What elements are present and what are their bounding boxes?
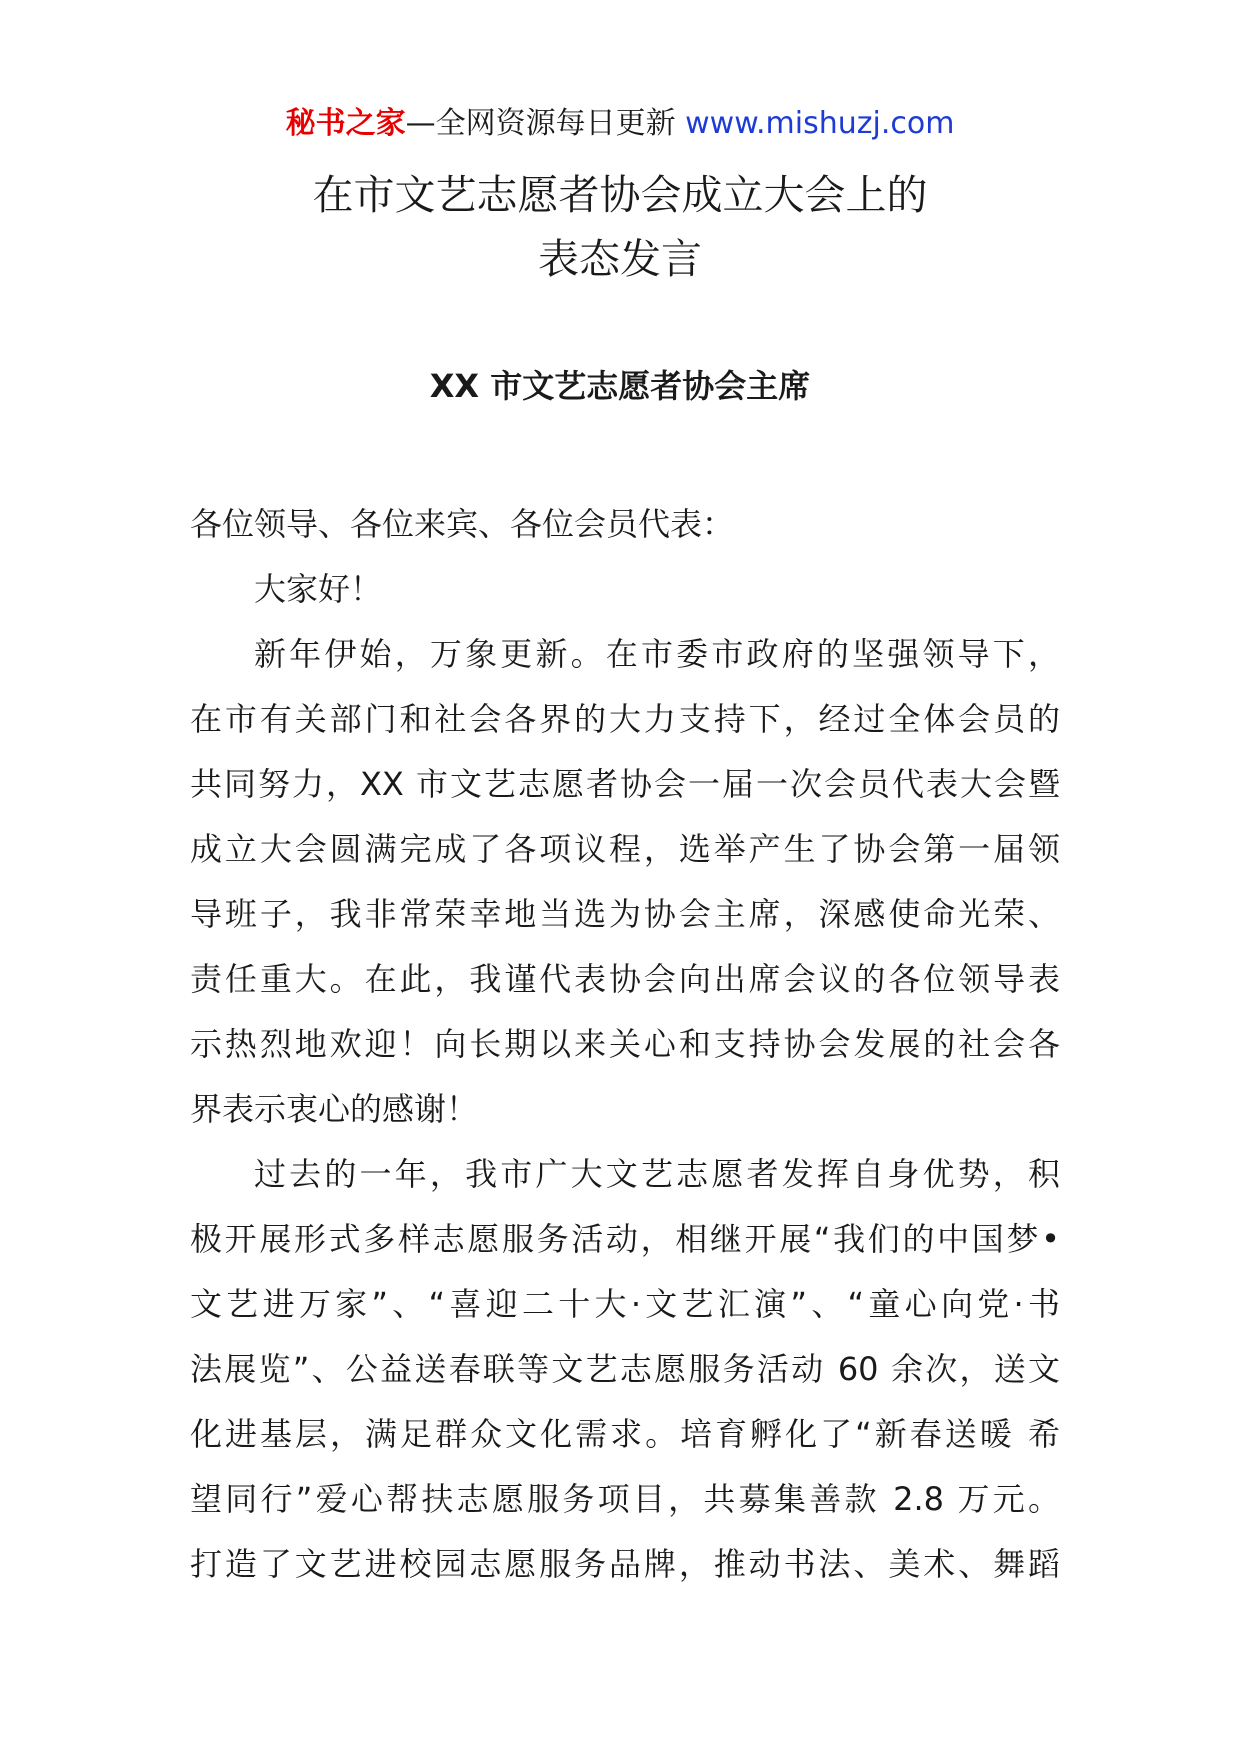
body-line: 导班子，我非常荣幸地当选为协会主席，深感使命光荣、: [190, 895, 1060, 933]
body-line: 责任重大。在此，我谨代表协会向出席会议的各位领导表: [190, 960, 1060, 998]
body-line: 打造了文艺进校园志愿服务品牌，推动书法、美术、舞蹈: [190, 1545, 1060, 1583]
body-line: 共同努力，XX 市文艺志愿者协会一届一次会员代表大会暨: [190, 765, 1060, 803]
body-line: 新年伊始，万象更新。在市委市政府的坚强领导下，: [254, 635, 1060, 673]
brand-name: 秘书之家: [285, 106, 406, 141]
body-line: 文艺进万家”、“喜迎二十大·文艺汇演”、“童心向党·书: [190, 1285, 1060, 1323]
body-line: 化进基层，满足群众文化需求。培育孵化了“新春送暖 希: [190, 1415, 1060, 1453]
document-title-line-2: 表态发言: [538, 235, 702, 283]
body-line: 各位领导、各位来宾、各位会员代表：: [190, 505, 735, 543]
document-title-line-1: 在市文艺志愿者协会成立大会上的: [312, 171, 928, 219]
body-line: 法展览”、公益送春联等文艺志愿服务活动 60 余次，送文: [190, 1350, 1060, 1388]
site-banner: [0, 104, 1240, 144]
body-line: 在市有关部门和社会各界的大力支持下，经过全体会员的: [190, 700, 1060, 738]
body-line: 极开展形式多样志愿服务活动，相继开展“我们的中国梦•: [190, 1220, 1060, 1258]
author-line: XX 市文艺志愿者协会主席: [429, 367, 811, 405]
speech-body: [190, 492, 1060, 1597]
site-url: www.mishuzj.com: [685, 106, 955, 141]
body-line: 成立大会圆满完成了各项议程，选举产生了协会第一届领: [190, 830, 1060, 868]
body-line: 大家好！: [254, 570, 383, 608]
body-line: 望同行”爱心帮扶志愿服务项目，共募集善款 2.8 万元。: [190, 1480, 1060, 1518]
body-line: 示热烈地欢迎！向长期以来关心和支持协会发展的社会各: [190, 1025, 1060, 1063]
body-line: 界表示衷心的感谢！: [190, 1090, 479, 1128]
body-line: 过去的一年，我市广大文艺志愿者发挥自身优势，积: [254, 1155, 1060, 1193]
banner-tagline: —全网资源每日更新: [405, 106, 676, 141]
